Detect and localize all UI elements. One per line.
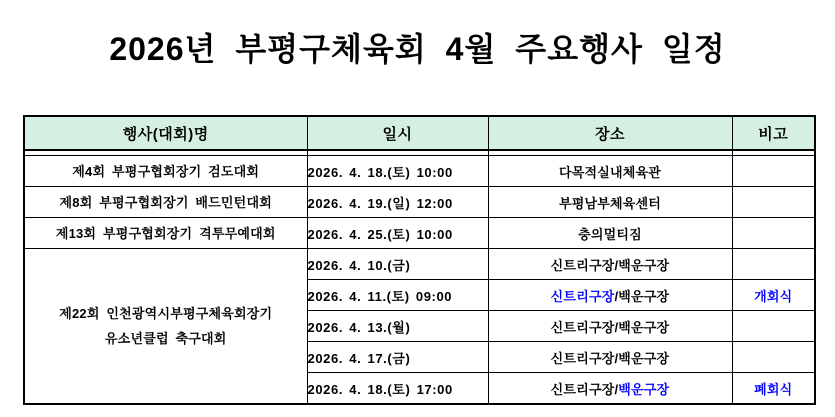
datetime-cell: 2026. 4. 18.(토) 10:00 xyxy=(307,156,488,187)
location-text: 신트리구장/백운구장 xyxy=(550,350,670,366)
event-name-cell xyxy=(24,218,307,249)
location-cell xyxy=(488,342,732,373)
event-name-cell xyxy=(24,249,307,405)
note-cell xyxy=(732,187,815,218)
note-cell xyxy=(732,249,815,280)
location-cell xyxy=(488,218,732,249)
datetime-cell: 2026. 4. 18.(토) 17:00 xyxy=(307,373,488,405)
datetime-cell: 2026. 4. 11.(토) 09:00 xyxy=(307,280,488,311)
datetime-cell: 2026. 4. 13.(월) xyxy=(307,311,488,342)
table-header xyxy=(24,116,815,150)
location-text: 백운구장 xyxy=(618,381,670,397)
location-text: 신트리구장/백운구장 xyxy=(550,319,670,335)
location-cell xyxy=(488,280,732,311)
location-text: 충의멀티짐 xyxy=(578,226,642,242)
datetime-cell: 2026. 4. 10.(금) xyxy=(307,249,488,280)
location-text: 신트리구장/백운구장 xyxy=(550,257,670,273)
table-row xyxy=(24,218,815,249)
event-name-line: 제4회 부평구협회장기 검도대회 xyxy=(72,163,260,179)
location-text: 다목적실내체육관 xyxy=(558,164,662,180)
event-name-line: 제13회 부평구협회장기 격투무예대회 xyxy=(55,225,276,241)
note-cell xyxy=(732,156,815,187)
note-cell xyxy=(732,342,815,373)
datetime-cell: 2026. 4. 19.(일) 12:00 xyxy=(307,187,488,218)
location-text: /백운구장 xyxy=(614,288,670,304)
note-cell: 개회식 xyxy=(732,280,815,311)
table-row xyxy=(24,187,815,218)
datetime-cell: 2026. 4. 17.(금) xyxy=(307,342,488,373)
header-row xyxy=(24,116,815,150)
table-row xyxy=(24,249,815,280)
datetime-cell: 2026. 4. 25.(토) 10:00 xyxy=(307,218,488,249)
note-cell xyxy=(732,218,815,249)
header-cell-event: 행사(대회)명 xyxy=(24,116,307,150)
event-name-cell xyxy=(24,187,307,218)
note-cell xyxy=(732,311,815,342)
table-row xyxy=(24,156,815,187)
header-cell-note: 비고 xyxy=(732,116,815,150)
location-text: 신트리구장 xyxy=(550,288,615,304)
note-cell: 폐회식 xyxy=(732,373,815,405)
header-cell-datetime: 일시 xyxy=(307,116,488,150)
location-text: 신트리구장/ xyxy=(550,381,619,397)
header-cell-location: 장소 xyxy=(488,116,732,150)
event-name-line: 유소년클럽 축구대회 xyxy=(104,331,227,346)
event-name-line: 제22회 인천광역시부평구체육회장기 xyxy=(59,306,273,321)
page-title: 2026년 부평구체육회 4월 주요행사 일정 xyxy=(109,31,726,67)
location-cell xyxy=(488,373,732,405)
location-cell xyxy=(488,156,732,187)
event-name-cell xyxy=(24,156,307,187)
table-body xyxy=(24,150,815,404)
location-text: 부평남부체육센터 xyxy=(558,195,662,211)
location-cell xyxy=(488,249,732,280)
event-name-line: 제8회 부평구협회장기 배드민턴대회 xyxy=(59,194,272,210)
location-cell xyxy=(488,311,732,342)
location-cell xyxy=(488,187,732,218)
schedule-table xyxy=(23,115,816,405)
